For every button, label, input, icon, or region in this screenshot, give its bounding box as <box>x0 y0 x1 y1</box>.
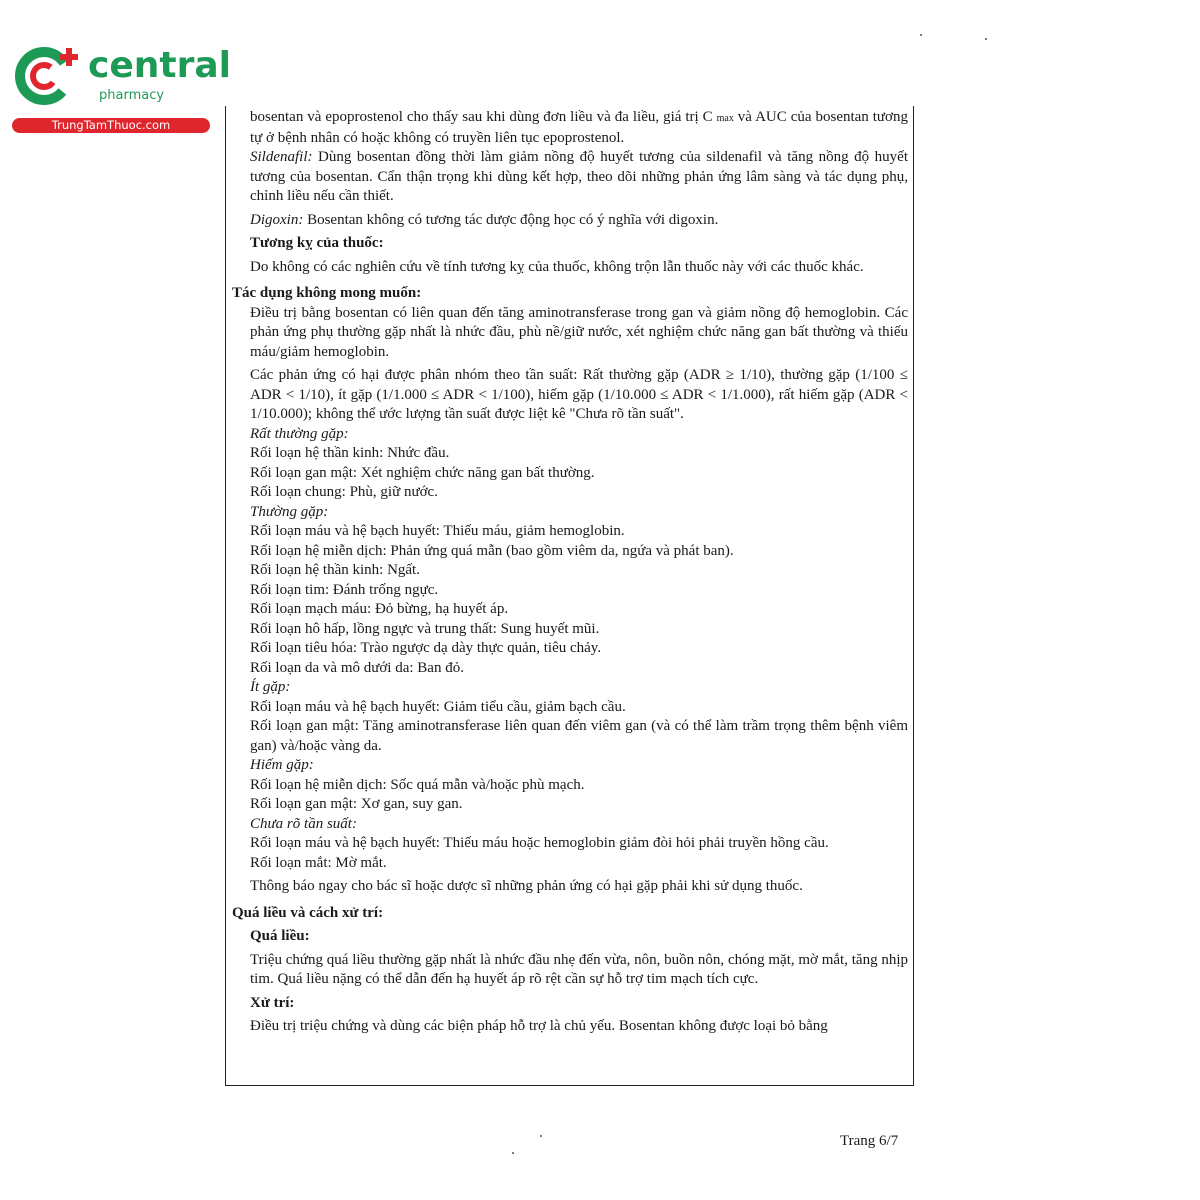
list-item: Rối loạn máu và hệ bạch huyết: Thiếu máu, giảm hemoglobin. <box>250 523 625 539</box>
list-item: Rối loạn tim: Đánh trống ngực. <box>250 581 439 598</box>
list-item: Rối loạn gan mật: Tăng aminotransferase liên quan đến viêm gan (và có thể làm trầm trọng thêm bệnh viêm gan) và/hoặc vàng da. <box>250 718 908 754</box>
adverse-intro: Điều trị bằng bosentan có liên quan đến tăng aminotransferase trong gan và giảm nồng độ hemoglobin. Các phản ứng phụ thường gặp nhất là nhức đầu, phù nề/giữ nước, xét nghiệm chức năng gan bất thường và thiếu máu/giảm hemoglobin. <box>250 304 908 360</box>
scan-speck <box>512 1152 514 1154</box>
treatment-text: Điều trị triệu chứng và dùng các biện pháp hỗ trợ là chủ yếu. Bosentan không được loại bỏ bằng <box>250 1018 828 1034</box>
scan-speck <box>540 1135 542 1137</box>
overdose-heading: Quá liều và cách xử trí: <box>232 904 384 921</box>
page-number: Trang 6/7 <box>840 1133 899 1149</box>
list-item: Rối loạn da và mô dưới da: Ban đỏ. <box>250 659 464 676</box>
list-item: Rối loạn mạch máu: Đỏ bừng, hạ huyết áp. <box>250 601 509 617</box>
list-item: Rối loạn gan mật: Xét nghiệm chức năng gan bất thường. <box>250 464 595 481</box>
compatibility-text: Do không có các nghiên cứu về tính tương kỵ của thuốc, không trộn lẫn thuốc này với các thuốc khác. <box>250 258 864 275</box>
list-item: Rối loạn hệ thần kinh: Ngất. <box>250 562 420 578</box>
document-content <box>232 108 908 1037</box>
unknown-frequency-label: Chưa rõ tần suất: <box>250 815 357 832</box>
uncommon-label: Ít gặp: <box>250 679 291 695</box>
list-item: Rối loạn tiêu hóa: Trào ngược dạ dày thực quản, tiêu chảy. <box>250 640 602 656</box>
brand-name: central <box>88 45 231 86</box>
compatibility-heading: Tương kỵ của thuốc: <box>250 235 384 251</box>
list-item: Rối loạn máu và hệ bạch huyết: Giảm tiểu cầu, giảm bạch cầu. <box>250 698 626 715</box>
scan-speck <box>920 34 922 36</box>
scan-speck <box>985 38 987 40</box>
adverse-effects-heading: Tác dụng không mong muốn: <box>232 285 422 301</box>
list-item: Rối loạn gan mật: Xơ gan, suy gan. <box>250 796 463 812</box>
list-item: Rối loạn hệ thần kinh: Nhức đầu. <box>250 445 450 461</box>
overdose-text: Triệu chứng quá liều thường gặp nhất là nhức đầu nhẹ đến vừa, nôn, buồn nôn, chóng mặt, mờ mắt, tăng nhịp tim. Quá liều nặng có thể dẫn đến hạ huyết áp rõ rệt cần sự hỗ trợ tim mạch tích cực. <box>250 951 908 987</box>
sildenafil-paragraph: Sildenafil: Dùng bosentan đồng thời làm giảm nồng độ huyết tương của sildenafil và tăng nồng độ huyết tương của bosentan. Cẩn thận trọng khi dùng kết hợp, theo dõi những phản ứng lâm sàng và tác dụng phụ, chỉnh liều nếu cần thiết. <box>250 149 908 204</box>
brand-website-link[interactable]: TrungTamThuoc.com <box>12 118 210 133</box>
list-item: Rối loạn máu và hệ bạch huyết: Thiếu máu hoặc hemoglobin giảm đòi hỏi phải truyền hồng cầu. <box>250 835 829 851</box>
pharmacy-logo-icon <box>10 38 90 118</box>
report-notice: Thông báo ngay cho bác sĩ hoặc dược sĩ những phản ứng có hại gặp phải khi sử dụng thuốc. <box>250 878 803 894</box>
epoprostenol-paragraph: bosentan và epoprostenol cho thấy sau khi dùng đơn liều và đa liều, giá trị C max và AUC của bosentan tương tự ở bệnh nhân có hoặc không có truyền liên tục epoprostenol. <box>250 109 908 146</box>
overdose-subheading: Quá liều: <box>250 928 310 944</box>
common-label: Thường gặp: <box>250 503 329 520</box>
very-common-label: Rất thường gặp: <box>250 425 349 442</box>
rare-label: Hiếm gặp: <box>250 757 314 773</box>
digoxin-paragraph: Digoxin: Bosentan không có tương tác dược động học có ý nghĩa với digoxin. <box>250 211 719 228</box>
list-item: Rối loạn mắt: Mờ mắt. <box>250 854 387 871</box>
adverse-frequency-text: Các phản ứng có hại được phân nhóm theo tần suất: Rất thường gặp (ADR ≥ 1/10), thường gặp (1/100 ≤ ADR < 1/10), ít gặp (1/1.000 ≤ ADR < 1/100), hiếm gặp (1/10.000 ≤ ADR < 1/1.000), rất hiếm gặp (ADR < 1/10.000); không thể ước lượng tần suất được liệt kê "Chưa rõ tần suất". <box>250 367 908 422</box>
list-item: Rối loạn hô hấp, lồng ngực và trung thất: Sung huyết mũi. <box>250 620 600 637</box>
list-item: Rối loạn hệ miễn dịch: Sốc quá mẫn và/hoặc phù mạch. <box>250 776 585 793</box>
brand-subtitle: pharmacy <box>99 88 165 103</box>
list-item: Rối loạn chung: Phù, giữ nước. <box>250 484 438 500</box>
list-item: Rối loạn hệ miễn dịch: Phản ứng quá mẫn (bao gồm viêm da, ngứa và phát ban). <box>250 542 734 559</box>
treatment-subheading: Xử trí: <box>250 994 295 1011</box>
brand-logo <box>10 38 231 138</box>
